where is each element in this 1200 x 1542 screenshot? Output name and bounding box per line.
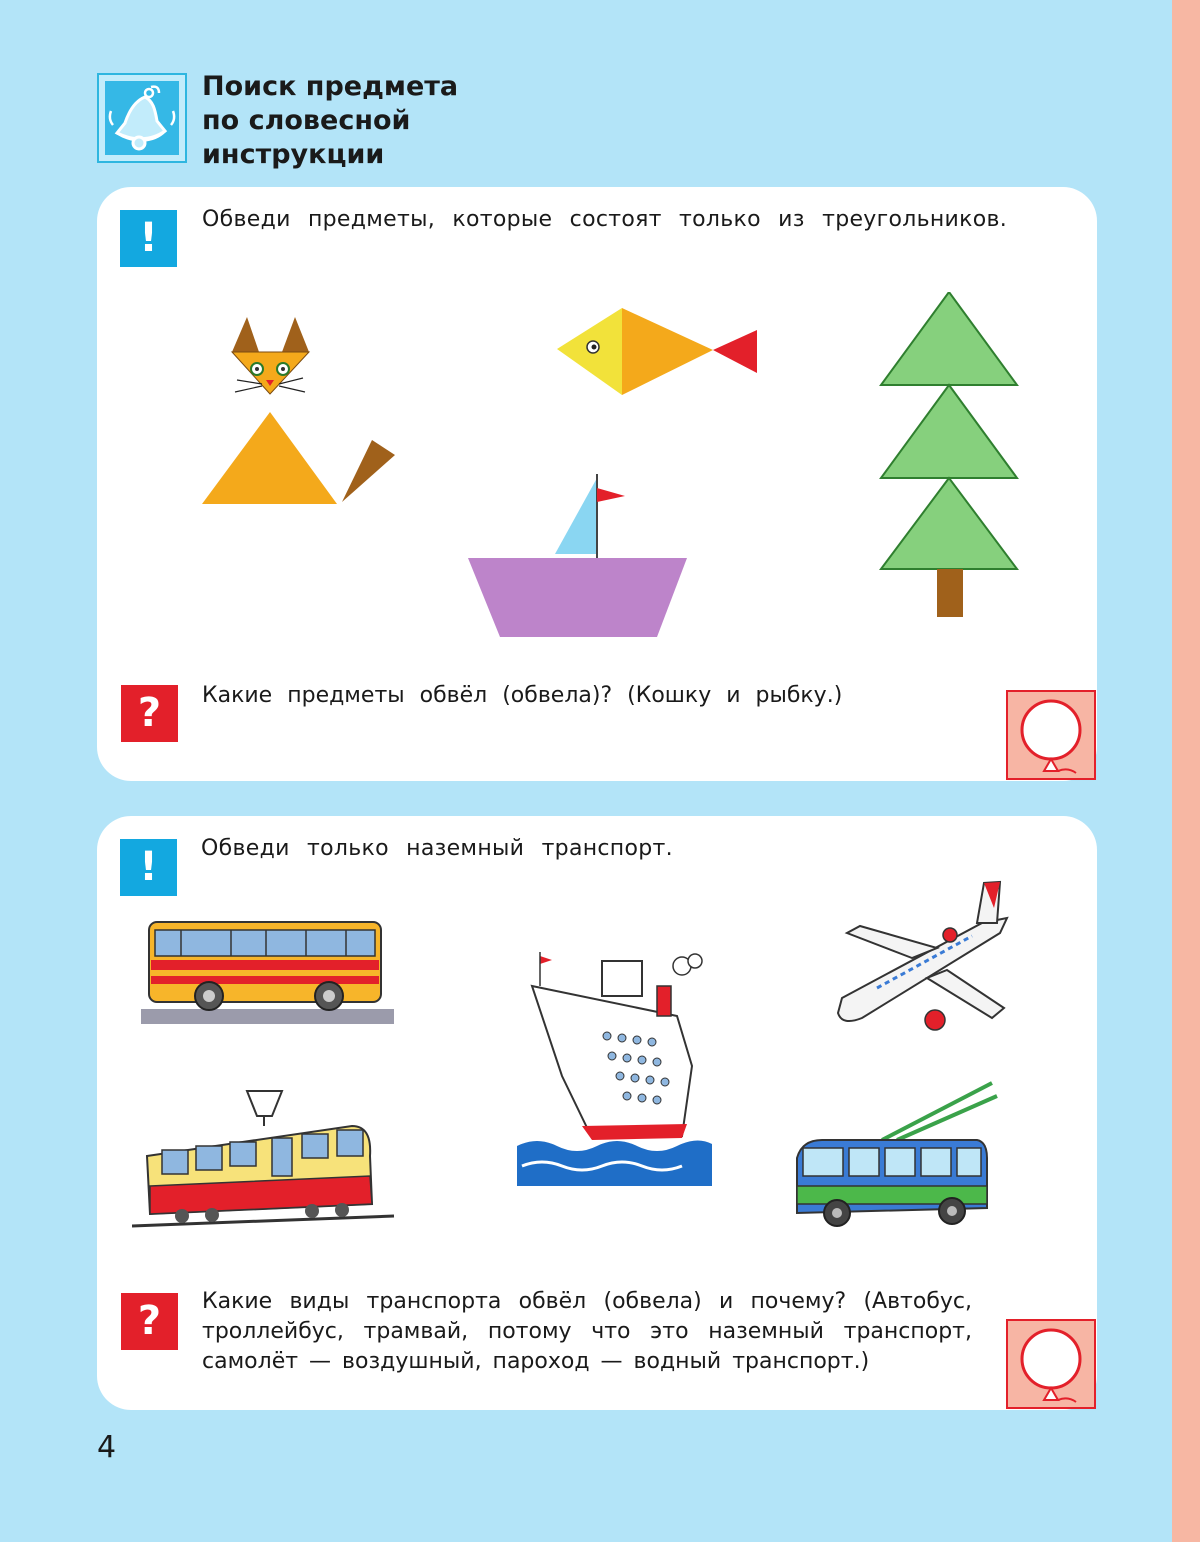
- trolleybus-picture[interactable]: [787, 1078, 1002, 1243]
- tree-figure[interactable]: [877, 292, 1022, 622]
- boat-figure[interactable]: [462, 470, 692, 645]
- task-instruction: Обведи предметы, которые состоят только из треугольников.: [202, 207, 1008, 232]
- task-card-triangles: [97, 187, 1097, 781]
- fish-figure[interactable]: [555, 305, 760, 400]
- page-number: 4: [97, 1430, 117, 1465]
- page-edge-strip: [1172, 0, 1200, 1542]
- bell-icon: [97, 73, 187, 163]
- ship-picture[interactable]: [512, 946, 717, 1191]
- page-title: Поиск предмета по словесной инструкции: [202, 71, 459, 170]
- task-question: Какие виды транспорта обвёл (обвела) и почему? (Автобус, троллейбус, трамвай, потому что это наземный транспорт, самолёт — воздушный, пароход — водный транспорт.): [202, 1289, 972, 1374]
- bus-picture[interactable]: [141, 916, 396, 1026]
- task-card-transport: [97, 816, 1097, 1410]
- airplane-picture[interactable]: [832, 878, 1032, 1043]
- task-question: Какие предметы обвёл (обвела)? (Кошку и рыбку.): [202, 683, 843, 708]
- question-badge: ?: [121, 1293, 178, 1350]
- cat-figure[interactable]: [197, 312, 407, 512]
- self-check-icon: [1006, 690, 1096, 780]
- instruction-badge: !: [120, 210, 177, 267]
- tram-picture[interactable]: [132, 1086, 397, 1236]
- task-instruction: Обведи только наземный транспорт.: [201, 836, 673, 861]
- instruction-badge: !: [120, 839, 177, 896]
- question-badge: ?: [121, 685, 178, 742]
- self-check-icon: [1006, 1319, 1096, 1409]
